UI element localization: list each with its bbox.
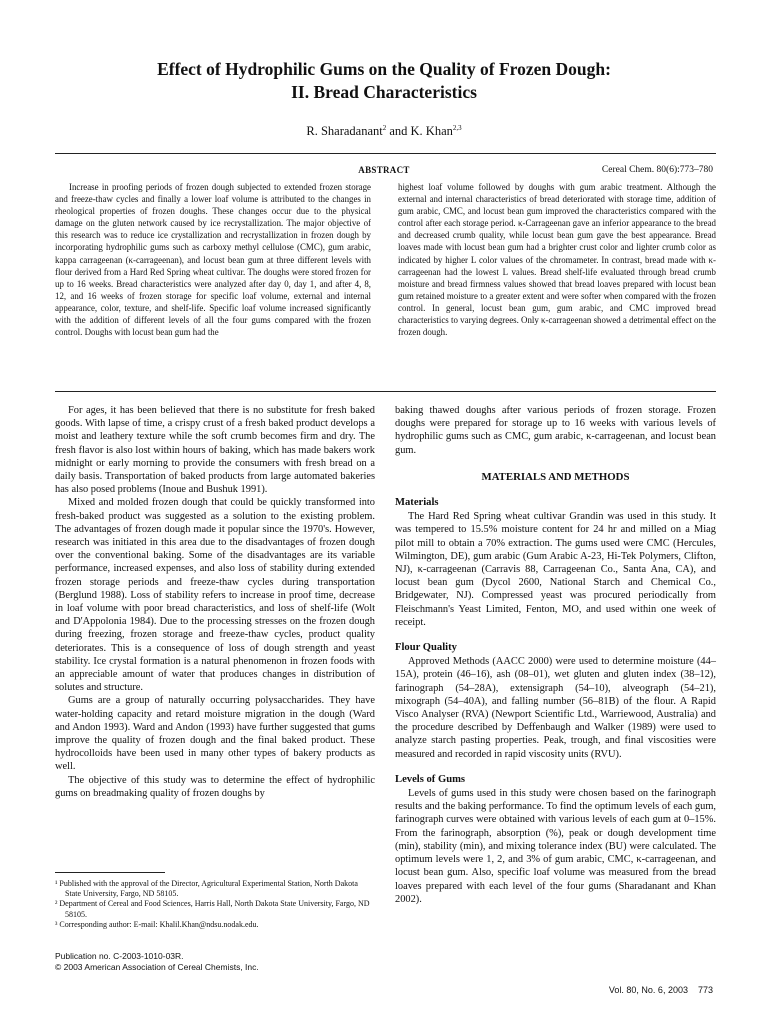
footnotes — [55, 879, 375, 930]
abstract-text-right: highest loaf volume followed by doughs with gum arabic treatment. Although the external and internal characteristics of bread deteriorated with storage time, addition of gum arabic, CMC, and locust bean gum improved the characteristics compared with the control after each storage period. κ-Carrageenan gave an inferior appearance to the bread and decreased crumb quality, while locust bean gum gave the best appearance. Bread loaves made with locust bean gum had a brighter crust color and lighter crumb color as indicated by higher L color values of the chromameter. In contrast, bread made with κ-carrageenan had the lowest L values. Bread shelf-life evaluated through bread crumb moisture and bread firmness values showed that bread loaves prepared with locust bean gum retained moisture to a greater extent and were softer when compared with the frozen control. In general, locust bean gum, gum arabic, and CMC improved bread characteristics to varying degrees. Only κ-carrageenan showed a detrimental effect on the frozen dough. — [398, 182, 716, 338]
publication-number: Publication no. C-2003-1010-03R. — [55, 951, 184, 961]
footnote-rule — [55, 872, 165, 873]
footnote-2: ² Department of Cereal and Food Sciences, Harris Hall, North Dakota State University, Fargo, ND 58105. — [55, 899, 370, 919]
author-2: and K. Khan — [386, 124, 453, 139]
publication-info — [55, 951, 259, 973]
intro-continuation: baking thawed doughs after various periods of frozen storage. Frozen doughs were prepared for storage up to 16 weeks with various levels of hydrophilic gums such as CMC, gum arabic, κ-carrageenan, and locust bean gum. — [395, 405, 716, 456]
section-heading-methods: MATERIALS AND METHODS — [481, 470, 630, 483]
subsection-levels-of-gums: Levels of Gums — [395, 773, 466, 785]
paper-title — [0, 58, 768, 104]
volume-info: Vol. 80, No. 6, 2003 — [608, 985, 688, 995]
footnote-3: ³ Corresponding author: E-mail: Khalil.Khan@ndsu.nodak.edu. — [55, 919, 259, 929]
author-line — [0, 124, 768, 139]
materials-paragraph: The Hard Red Spring wheat cultivar Grandin was used in this study. It was tempered to 15.5% moisture content for 24 hr and milled on a Miag pilot mill to obtain a 70% extraction. The gums used were CMC (Hercules, Wilmington, DE), gum arabic (Gum Arabic A-23, Hi-Tek Polymers, Clifton, NJ), κ-carrageenan (Carravis 88, Carrageenan Co., Santa Ana, CA), and locust bean gum (Dycol 2600, National Starch and Chemical Co., Bridgewater, NJ). Compressed yeast was procured periodically from Fleischmann's Yeast Limited, Fenton, MO, and used within one week of receipt. — [395, 511, 716, 628]
intro-paragraph-1: For ages, it has been believed that there is no substitute for fresh baked goods. With lapse of time, a crispy crust of a fresh baked product develops a moist and leathery texture while the soft crumb becomes firm and dry. The fresh flavor is also lost within hours of baking, which has made bakers work midnight or early morning to provide the consumers with fresh bread on a daily basis. Transportation of baked products from large automated bakeries has also posed problems (Inoue and Bushuk 1991). — [55, 405, 375, 496]
subsection-flour-quality: Flour Quality — [395, 642, 457, 654]
author-2-affiliation: 2,3 — [452, 124, 462, 132]
body-left-column — [55, 404, 375, 800]
author-1-affiliation: 2 — [382, 124, 387, 132]
subsection-materials: Materials — [395, 497, 439, 509]
abstract-bottom-rule — [55, 391, 716, 392]
footnote-1: ¹ Published with the approval of the Director, Agricultural Experimental Station, North Dakota State University, Fargo, ND 58105. — [55, 879, 358, 899]
journal-citation: Cereal Chem. 80(6):773–780 — [601, 165, 713, 175]
title-line-2: II. Bread Characteristics — [291, 82, 477, 102]
author-1: R. Sharadanant — [306, 124, 383, 139]
abstract-heading: ABSTRACT — [358, 165, 410, 175]
top-rule — [55, 153, 716, 154]
copyright: © 2003 American Association of Cereal Chemists, Inc. — [55, 962, 259, 972]
abstract-right-column — [398, 181, 716, 338]
levels-of-gums-paragraph: Levels of gums used in this study were chosen based on the farinograph results and the baking performance. To find the optimum levels of each gum, farinograph curves were obtained with various levels of each gum at 0–15%. From the farinograph, absorption (%), peak or dough development time (min), stability (min), and mixing tolerance index (BU) were calculated. The optimum levels were 1, 2, and 3% of gum arabic, CMC, κ-carrageenan, and locust bean gum. Also, specific loaf volume was measured from the bread loaves prepared with each level of the four gums (Sharadanant and Khan 2002). — [395, 788, 716, 905]
intro-paragraph-2: Mixed and molded frozen dough that could be quickly transformed into fresh-baked product was suggested as a solution to the existing problem. The advantages of frozen dough made it popular since the 1970's. However, research was initiated in this area due to the disadvantages of frozen dough over the conventional baking. Some of the disadvantages are its variable performance, increased expenses, and also loss of stability during extended frozen storage periods and freeze-thaw cycles during transportation (Berglund 1988). Loss of stability refers to increase in proof time, decrease in loaf volume with poor bread characteristics, and loss of shelf-life (Wolt and D'Appolonia 1984). Due to the processing stresses on the frozen dough during freezing, frozen storage and freeze-thaw cycles, product quality deteriorates. This is a consequence of loss of dough strength and yeast stability. Ice crystal formation is a natural phenomenon in frozen foods with an appreciable amount of water that produces changes in distribution of solutes and structure. — [55, 497, 375, 694]
abstract-text-left: Increase in proofing periods of frozen dough subjected to extended frozen storage and freeze-thaw cycles and finally a lower loaf volume is attributed to the changes in rheological properties of frozen doughs. These changes occur due to the physical damage on the gluten network caused by ice recrystallization. The major objective of this research was to reduce ice crystallization and recrystallization in frozen dough by incorporating hydrophilic gums such as carboxy methyl cellulose (CMC), gum arabic, kappa carrageenan (κ-carrageenan), and locust bean gum at three different levels with flour derived from a Hard Red Spring wheat cultivar. The doughs were stored frozen for up to 16 weeks. Bread characteristics were analyzed after day 0, day 1, and after 4, 8, 12, and 16 weeks of frozen storage for specific loaf volume, external and internal appearance, color, texture, and shelf-life. Specific loaf volume increased significantly with the addition of different levels of all the four gums compared with the frozen control. Doughs with locust bean gum had the — [55, 182, 371, 338]
page-number: 773 — [697, 985, 713, 995]
flour-quality-paragraph: Approved Methods (AACC 2000) were used to determine moisture (44–15A), protein (46–16), ash (08–01), wet gluten and gluten index (38–12), farinograph (54–28A), extensigraph (54–10), alveograph (54–21), mixograph (54–40A), and falling number (56–81B) of the flour. A Rapid Visco Analyser (RVA) (Newport Scientific Ltd., Warriewood, Australia) and the procedure described by Deffenbaugh and Walker (1989) were used to analyze starch pasting properties. Peak, trough, and final viscosities were measured and recorded in rapid viscosity units (RVU). — [395, 656, 716, 760]
title-line-1: Effect of Hydrophilic Gums on the Quality of Frozen Dough: — [157, 59, 611, 79]
intro-paragraph-4: The objective of this study was to determine the effect of hydrophilic gums on breadmaking quality of frozen doughs by — [55, 774, 375, 799]
intro-paragraph-3: Gums are a group of naturally occurring polysaccharides. They have water-holding capacity and retard moisture migration in the dough (Ward and Andon 1993). Ward and Andon (1993) have further suggested that gums improve the quality of frozen dough and the final baked product. These hydrocolloids have been used in many other types of bakery products as well. — [55, 695, 375, 773]
abstract-left-column — [55, 181, 371, 338]
page-footer — [599, 985, 713, 995]
body-right-column — [395, 404, 716, 906]
